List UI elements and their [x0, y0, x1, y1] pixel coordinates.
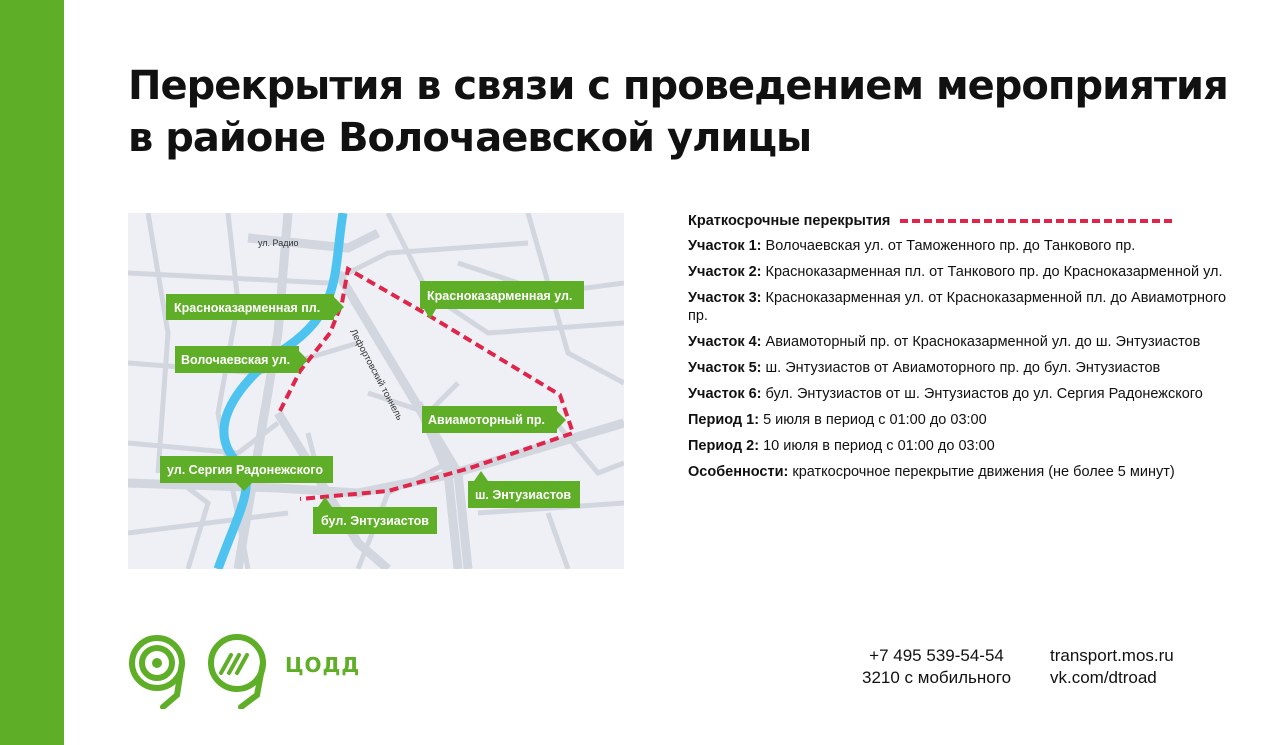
legend-item-label: Период 2:: [688, 438, 760, 454]
svg-text:Красноказарменная ул.: Красноказарменная ул.: [427, 289, 573, 303]
legend-item-text: Авиамоторный пр. от Красноказарменной ул. до ш. Энтузиастов: [765, 334, 1201, 350]
legend-item: [688, 463, 1228, 481]
map-svg: [128, 213, 624, 569]
legend-item: [688, 437, 1228, 455]
legend: [688, 211, 1228, 489]
green-side-bar: [0, 0, 64, 745]
svg-text:ш. Энтузиастов: ш. Энтузиастов: [475, 488, 572, 502]
legend-item-label: Участок 5:: [688, 360, 762, 376]
legend-dashed-line: [900, 219, 1172, 223]
legend-item-text: бул. Энтузиастов от ш. Энтузиастов до ул. Сергия Радонежского: [765, 386, 1203, 402]
callout-aviamotorny: [422, 406, 566, 433]
street-label-tunnel: Лефортовский тоннель: [347, 327, 405, 423]
legend-item-text: Волочаевская ул. от Таможенного пр. до Танкового пр.: [765, 238, 1136, 254]
legend-item: [688, 289, 1228, 325]
legend-item: [688, 237, 1228, 255]
legend-item-text: Красноказарменная пл. от Танкового пр. до Красноказарменной ул.: [765, 264, 1223, 280]
codd-logo-icon: [205, 633, 273, 714]
legend-item-label: Участок 2:: [688, 264, 762, 280]
legend-item-text: ш. Энтузиастов от Авиамоторного пр. до бул. Энтузиастов: [765, 360, 1161, 376]
legend-item-label: Участок 1:: [688, 238, 762, 254]
callout-volochaevskaya: [175, 346, 308, 373]
legend-item-label: Участок 4:: [688, 334, 762, 350]
legend-item-label: Особенности:: [688, 464, 789, 480]
legend-item: [688, 359, 1228, 377]
legend-item: [688, 333, 1228, 351]
legend-item-text: краткосрочное перекрытие движения (не более 5 минут): [792, 464, 1175, 480]
title-line-1: Перекрытия в связи с проведением мероприятия: [128, 63, 1228, 109]
legend-item-text: 5 июля в период с 01:00 до 03:00: [763, 412, 987, 428]
mobile-short-number: 3210 с мобильного: [862, 668, 1012, 687]
moscow-transport-logo-icon: [127, 633, 193, 714]
page-title: [128, 60, 1228, 164]
site-link[interactable]: transport.mos.ru: [1050, 646, 1174, 665]
brand-name: ЦОДД: [285, 653, 361, 677]
legend-item: [688, 263, 1228, 281]
legend-item: [688, 385, 1228, 403]
vk-link[interactable]: vk.com/dtroad: [1050, 668, 1157, 687]
svg-text:Волочаевская ул.: Волочаевская ул.: [181, 353, 291, 367]
legend-item-text: Красноказарменная ул. от Красноказарменной пл. до Авиамотрного пр.: [688, 290, 1227, 324]
callout-krasnokazarmennaya-pl: [166, 294, 344, 320]
phone-number[interactable]: +7 495 539-54-54: [869, 646, 1004, 665]
svg-text:бул. Энтузиастов: бул. Энтузиастов: [321, 514, 429, 528]
legend-item-label: Участок 3:: [688, 290, 762, 306]
phone-contacts: [862, 645, 1011, 689]
svg-text:Красноказарменная пл.: Красноказарменная пл.: [174, 301, 321, 315]
legend-title: [688, 211, 1228, 231]
title-line-2: в районе Волочаевской улицы: [128, 115, 812, 161]
svg-text:ул. Сергия Радонежского: ул. Сергия Радонежского: [167, 463, 324, 477]
closure-map: [128, 213, 624, 569]
legend-item-text: 10 июля в период с 01:00 до 03:00: [763, 438, 995, 454]
legend-item-label: Участок 6:: [688, 386, 762, 402]
street-label-radio: ул. Радио: [258, 238, 299, 248]
legend-item-label: Период 1:: [688, 412, 760, 428]
web-contacts: [1050, 645, 1174, 689]
legend-item: [688, 411, 1228, 429]
svg-text:Авиамоторный пр.: Авиамоторный пр.: [428, 413, 546, 427]
legend-title-text: Краткосрочные перекрытия: [688, 213, 891, 229]
